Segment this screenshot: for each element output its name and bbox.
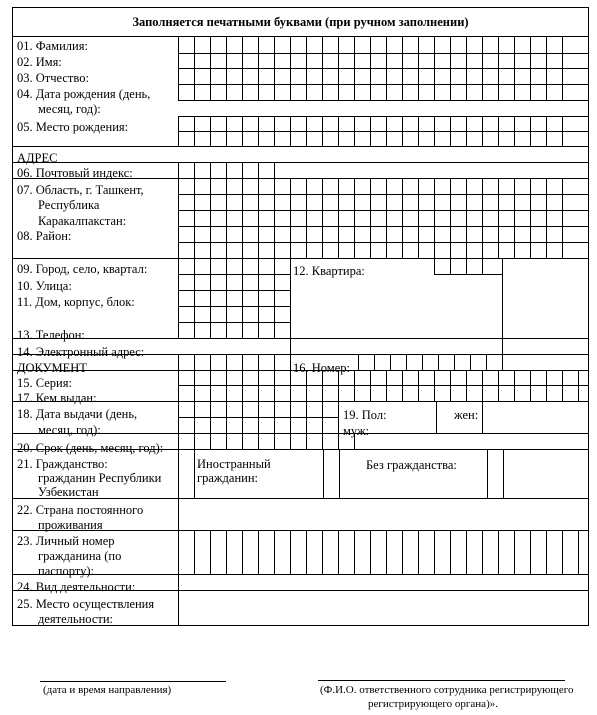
female-label: жен: — [454, 408, 479, 422]
officer-caption-2: регистрирующего органа)». — [368, 698, 498, 710]
personal-number-label-2: гражданина (по — [38, 549, 122, 563]
foreign-citizen-label: Иностранный — [197, 457, 271, 471]
surname-label: 01. Фамилия: — [17, 39, 88, 53]
document-heading: ДОКУМЕНТ — [17, 361, 87, 375]
personal-number-label-3: паспорту): — [38, 564, 94, 578]
form-header: Заполняется печатными буквами (при ручном заполнении) — [132, 15, 469, 29]
citizenship-label-3: Узбекистан — [38, 485, 99, 499]
street-label: 10. Улица: — [17, 279, 72, 293]
birthplace-label: 05. Место рождения: — [17, 120, 129, 134]
region-label-2: Республика — [38, 198, 100, 212]
stateless-label: Без гражданства: — [366, 458, 457, 472]
region-label: 07. Область, г. Ташкент, — [17, 183, 144, 197]
foreign-citizen-label-2: гражданин: — [197, 471, 259, 485]
residence-country-label: 22. Страна постоянного — [17, 503, 144, 517]
region-label-3: Каракалпакстан: — [38, 214, 127, 228]
birthdate-label-2: месяц, год): — [38, 102, 101, 116]
date-caption: (дата и время направления) — [43, 684, 172, 696]
residence-country-label-2: проживания — [38, 518, 103, 532]
apartment-label: 12. Квартира: — [293, 264, 365, 278]
activity-place-label: 25. Место осуществления — [17, 597, 155, 611]
postal-code-label: 06. Почтовый индекс: — [17, 166, 133, 180]
male-label: муж: — [343, 424, 370, 438]
registration-form — [12, 7, 589, 626]
issue-date-label-2: месяц, год): — [38, 423, 101, 437]
date-signature-line — [40, 681, 226, 682]
name-label: 02. Имя: — [17, 55, 62, 69]
patronymic-label: 03. Отчество: — [17, 71, 89, 85]
citizenship-label: 21. Гражданство: — [17, 457, 108, 471]
activity-place-label-2: деятельности: — [38, 612, 114, 626]
officer-signature-line — [318, 680, 565, 681]
personal-number-label: 23. Личный номер — [17, 534, 115, 548]
email-label: 14. Электронный адрес: — [17, 345, 145, 359]
district-label: 08. Район: — [17, 229, 72, 243]
activity-type-label: 24. Вид деятельности: — [17, 580, 136, 594]
city-label: 09. Город, село, квартал: — [17, 262, 148, 276]
issued-by-label: 17. Кем выдан: — [17, 391, 97, 405]
birthdate-label: 04. Дата рождения (день, — [17, 87, 151, 101]
address-heading: АДРЕС — [17, 151, 58, 165]
house-label: 11. Дом, корпус, блок: — [17, 295, 135, 309]
citizenship-label-2: гражданин Республики — [38, 471, 162, 485]
phone-label: 13. Телефон: — [17, 328, 85, 342]
doc-number-label: 16. Номер: — [293, 361, 350, 375]
gender-label: 19. Пол: — [343, 408, 387, 422]
officer-caption: (Ф.И.О. ответственного сотрудника регистрирующего — [320, 684, 574, 696]
issue-date-label: 18. Дата выдачи (день, — [17, 407, 138, 421]
doc-series-label: 15. Серия: — [17, 376, 72, 390]
validity-label: 20. Срок (день, месяц, год): — [17, 441, 164, 455]
